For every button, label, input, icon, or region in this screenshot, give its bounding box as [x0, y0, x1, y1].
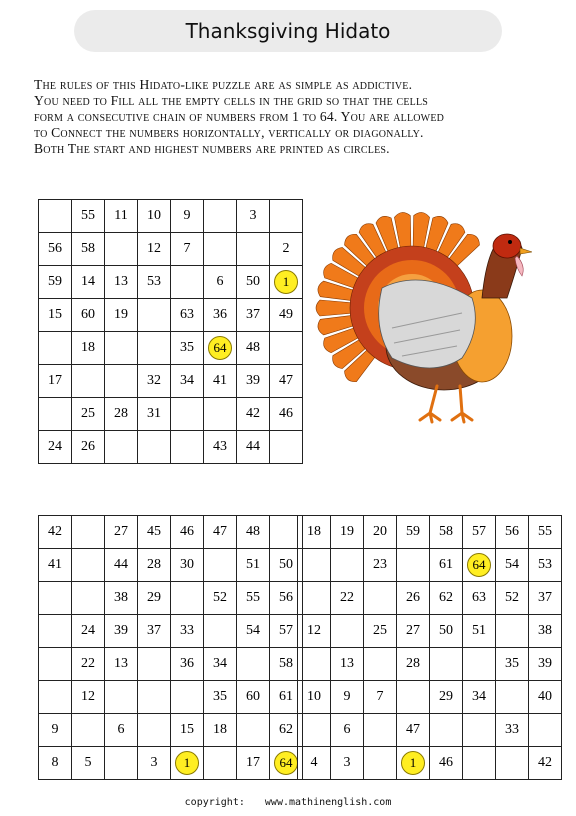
grid-row: [39, 681, 303, 714]
grid-cell: 11: [105, 200, 138, 233]
grid-cell-empty[interactable]: [364, 714, 397, 747]
grid-cell: 25: [72, 398, 105, 431]
grid-cell: 22: [72, 648, 105, 681]
grid-cell: 17: [39, 365, 72, 398]
grid-cell: 28: [138, 549, 171, 582]
grid-cell: 33: [171, 615, 204, 648]
rules-line: The rules of this Hidato-like puzzle are as simple as addictive.: [34, 77, 413, 92]
grid-cell: 55: [237, 582, 270, 615]
grid-cell: 37: [138, 615, 171, 648]
grid-cell: 8: [39, 747, 72, 780]
grid-cell-empty[interactable]: [72, 365, 105, 398]
grid-cell-empty[interactable]: [72, 582, 105, 615]
grid-cell: 34: [171, 365, 204, 398]
grid-cell: 29: [430, 681, 463, 714]
grid-cell: 45: [138, 516, 171, 549]
grid-row: [39, 648, 303, 681]
grid-cell: 61: [270, 681, 303, 714]
grid-cell: 57: [463, 516, 496, 549]
grid-cell: 37: [529, 582, 562, 615]
grid-cell-circled: [171, 747, 204, 780]
grid-cell: 10: [298, 681, 331, 714]
grid-cell: 58: [430, 516, 463, 549]
grid-cell: 12: [298, 615, 331, 648]
grid-cell: 20: [364, 516, 397, 549]
grid-cell-empty[interactable]: [39, 398, 72, 431]
grid-cell: 46: [171, 516, 204, 549]
grid-cell: 17: [237, 747, 270, 780]
grid-cell: 32: [138, 365, 171, 398]
grid-cell-empty[interactable]: [39, 615, 72, 648]
grid-cell-empty[interactable]: [529, 714, 562, 747]
grid-row: [39, 582, 303, 615]
grid-cell-circled: [397, 747, 430, 780]
grid-cell-empty[interactable]: [270, 332, 303, 365]
grid-row: [39, 431, 303, 464]
grid-cell-empty[interactable]: [72, 516, 105, 549]
grid-cell-empty[interactable]: [171, 681, 204, 714]
grid-row: [39, 299, 303, 332]
grid-cell: 9: [171, 200, 204, 233]
grid-cell: 42: [237, 398, 270, 431]
grid-cell-empty[interactable]: [364, 747, 397, 780]
grid-cell: 39: [105, 615, 138, 648]
grid-cell-empty[interactable]: [496, 681, 529, 714]
grid-cell: 54: [496, 549, 529, 582]
grid-cell: 56: [270, 582, 303, 615]
grid-cell-empty[interactable]: [72, 714, 105, 747]
grid-cell: 10: [138, 200, 171, 233]
grid-cell-empty[interactable]: [138, 681, 171, 714]
grid-cell-empty[interactable]: [171, 431, 204, 464]
grid-cell-circled: [204, 332, 237, 365]
grid-cell: 48: [237, 332, 270, 365]
rules-line: to Connect the numbers horizontally, vertically or diagonally.: [34, 125, 424, 140]
grid-cell-empty[interactable]: [331, 549, 364, 582]
grid-cell-empty[interactable]: [270, 200, 303, 233]
grid-cell-empty[interactable]: [105, 681, 138, 714]
grid-cell: 47: [270, 365, 303, 398]
grid-cell: 42: [529, 747, 562, 780]
grid-cell: 6: [331, 714, 364, 747]
grid-cell: 62: [430, 582, 463, 615]
grid-cell: 62: [270, 714, 303, 747]
grid-cell: 60: [237, 681, 270, 714]
grid-cell: 24: [72, 615, 105, 648]
grid-cell: 13: [105, 648, 138, 681]
grid-row: [39, 714, 303, 747]
grid-cell: 38: [529, 615, 562, 648]
grid-cell: 55: [72, 200, 105, 233]
circle-number: 64: [208, 336, 232, 360]
grid-cell: 35: [204, 681, 237, 714]
rules-text: [34, 77, 554, 157]
grid-cell: 9: [39, 714, 72, 747]
grid-cell: 27: [105, 516, 138, 549]
rules-line: form a consecutive chain of numbers from 1 to 64. You are allowed: [34, 109, 445, 124]
grid-cell-empty[interactable]: [397, 681, 430, 714]
grid-cell: 47: [204, 516, 237, 549]
circle-number: 64: [274, 751, 298, 775]
grid-cell-circled: [463, 549, 496, 582]
grid-cell: 34: [204, 648, 237, 681]
grid-row: [39, 200, 303, 233]
grid-cell: 41: [204, 365, 237, 398]
grid-cell-empty[interactable]: [496, 615, 529, 648]
grid-cell-empty[interactable]: [138, 431, 171, 464]
grid-cell: 56: [39, 233, 72, 266]
grid-cell: 59: [39, 266, 72, 299]
grid-cell: 43: [204, 431, 237, 464]
grid-cell: 19: [105, 299, 138, 332]
circle-number: 64: [467, 553, 491, 577]
grid-cell: 18: [298, 516, 331, 549]
grid-cell: 12: [72, 681, 105, 714]
copyright-label: copyright:: [184, 797, 245, 808]
grid-cell-empty[interactable]: [463, 714, 496, 747]
grid-cell: 57: [270, 615, 303, 648]
grid-cell: 59: [397, 516, 430, 549]
grid-cell: 50: [237, 266, 270, 299]
puzzle-grid-1: [38, 199, 303, 464]
grid-cell: 6: [105, 714, 138, 747]
grid-cell: 18: [72, 332, 105, 365]
grid-cell: 39: [529, 648, 562, 681]
grid-cell: 13: [331, 648, 364, 681]
grid-cell-empty[interactable]: [105, 332, 138, 365]
site-link[interactable]: www.mathinenglish.com: [264, 797, 392, 808]
grid-cell-empty[interactable]: [39, 582, 72, 615]
grid-row: [39, 365, 303, 398]
grid-row: [39, 233, 303, 266]
grid-cell-circled: [270, 266, 303, 299]
grid-cell: 30: [171, 549, 204, 582]
puzzle-grid-3: [297, 515, 562, 780]
grid-cell-empty[interactable]: [298, 582, 331, 615]
grid-cell-empty[interactable]: [204, 233, 237, 266]
grid-row: [39, 516, 303, 549]
grid-cell: 19: [331, 516, 364, 549]
grid-cell: 28: [397, 648, 430, 681]
grid-cell: 33: [496, 714, 529, 747]
grid-cell-empty[interactable]: [397, 549, 430, 582]
grid-cell: 15: [171, 714, 204, 747]
grid-cell-empty[interactable]: [463, 747, 496, 780]
grid-cell: 2: [270, 233, 303, 266]
grid-cell: 46: [430, 747, 463, 780]
grid-cell-empty[interactable]: [298, 549, 331, 582]
grid-cell: 38: [105, 582, 138, 615]
grid-cell: 46: [270, 398, 303, 431]
grid-row: [39, 266, 303, 299]
grid-cell: 50: [270, 549, 303, 582]
grid-cell: 55: [529, 516, 562, 549]
grid-row: [39, 549, 303, 582]
circle-number: 1: [175, 751, 199, 775]
grid-cell-empty[interactable]: [270, 431, 303, 464]
grid-cell-empty[interactable]: [105, 233, 138, 266]
grid-cell-empty[interactable]: [298, 648, 331, 681]
grid-cell-empty[interactable]: [39, 200, 72, 233]
grid-cell: 63: [463, 582, 496, 615]
grid-cell: 61: [430, 549, 463, 582]
grid-cell-empty[interactable]: [138, 714, 171, 747]
grid-cell: 12: [138, 233, 171, 266]
grid-cell-empty[interactable]: [138, 332, 171, 365]
grid-cell: 27: [397, 615, 430, 648]
grid-cell: 60: [72, 299, 105, 332]
grid-cell-empty[interactable]: [298, 714, 331, 747]
grid-row: [298, 582, 562, 615]
grid-cell: 13: [105, 266, 138, 299]
grid-cell-empty[interactable]: [237, 648, 270, 681]
grid-row: [39, 615, 303, 648]
grid-cell-empty[interactable]: [331, 615, 364, 648]
grid-row: [298, 681, 562, 714]
grid-cell: 26: [72, 431, 105, 464]
grid-cell: 3: [138, 747, 171, 780]
turkey-illustration: [312, 208, 532, 428]
grid-cell: 52: [204, 582, 237, 615]
puzzle-grid-2: [38, 515, 303, 780]
grid-cell: 48: [237, 516, 270, 549]
grid-cell: 51: [463, 615, 496, 648]
grid-cell: 4: [298, 747, 331, 780]
grid-row: [298, 516, 562, 549]
grid-cell-empty[interactable]: [39, 681, 72, 714]
grid-cell-empty[interactable]: [204, 398, 237, 431]
grid-cell: 5: [72, 747, 105, 780]
grid-cell: 24: [39, 431, 72, 464]
grid-cell: 50: [430, 615, 463, 648]
grid-cell-empty[interactable]: [237, 233, 270, 266]
grid-row: [39, 332, 303, 365]
grid-cell-empty[interactable]: [496, 747, 529, 780]
grid-cell: 29: [138, 582, 171, 615]
grid-cell-empty[interactable]: [105, 747, 138, 780]
grid-cell: 51: [237, 549, 270, 582]
grid-cell: 9: [331, 681, 364, 714]
grid-cell: 58: [72, 233, 105, 266]
grid-cell-empty[interactable]: [204, 615, 237, 648]
grid-cell-empty[interactable]: [105, 431, 138, 464]
grid-cell-empty[interactable]: [171, 266, 204, 299]
grid-cell: 56: [496, 516, 529, 549]
grid-cell: 39: [237, 365, 270, 398]
grid-cell: 41: [39, 549, 72, 582]
grid-row: [298, 747, 562, 780]
grid-cell: 3: [237, 200, 270, 233]
circle-number: 1: [401, 751, 425, 775]
grid-cell-empty[interactable]: [430, 714, 463, 747]
grid-cell: 26: [397, 582, 430, 615]
rules-line: Both The start and highest numbers are printed as circles.: [34, 141, 390, 156]
grid-cell: 40: [529, 681, 562, 714]
grid-cell: 53: [529, 549, 562, 582]
grid-cell: 52: [496, 582, 529, 615]
grid-cell-empty[interactable]: [72, 549, 105, 582]
grid-cell-empty[interactable]: [39, 648, 72, 681]
grid-row: [298, 714, 562, 747]
grid-cell: 25: [364, 615, 397, 648]
grid-cell: 54: [237, 615, 270, 648]
grid-cell: 37: [237, 299, 270, 332]
grid-cell: 58: [270, 648, 303, 681]
grid-cell: 49: [270, 299, 303, 332]
grid-cell: 35: [496, 648, 529, 681]
grid-row: [298, 549, 562, 582]
grid-cell: 18: [204, 714, 237, 747]
grid-cell-empty[interactable]: [364, 582, 397, 615]
grid-cell: 53: [138, 266, 171, 299]
grid-cell-empty[interactable]: [204, 747, 237, 780]
grid-cell: 47: [397, 714, 430, 747]
grid-cell-empty[interactable]: [171, 398, 204, 431]
grid-cell: 7: [364, 681, 397, 714]
grid-cell-empty[interactable]: [204, 200, 237, 233]
grid-cell: 42: [39, 516, 72, 549]
grid-cell-empty[interactable]: [237, 714, 270, 747]
grid-cell-empty[interactable]: [463, 648, 496, 681]
grid-cell-empty[interactable]: [171, 582, 204, 615]
grid-cell: 3: [331, 747, 364, 780]
title-bar: [74, 10, 502, 52]
rules-line: You need to Fill all the empty cells in the grid so that the cells: [34, 93, 429, 108]
grid-cell: 31: [138, 398, 171, 431]
grid-cell: 36: [204, 299, 237, 332]
grid-row: [39, 398, 303, 431]
grid-cell: 44: [105, 549, 138, 582]
grid-cell: 6: [204, 266, 237, 299]
grid-cell-empty[interactable]: [39, 332, 72, 365]
grid-row: [298, 615, 562, 648]
grid-cell: 28: [105, 398, 138, 431]
grid-cell-empty[interactable]: [430, 648, 463, 681]
grid-cell: 23: [364, 549, 397, 582]
grid-cell-empty[interactable]: [204, 549, 237, 582]
grid-row: [298, 648, 562, 681]
grid-cell-empty[interactable]: [138, 299, 171, 332]
grid-cell: 15: [39, 299, 72, 332]
page-title: Thanksgiving Hidato: [185, 19, 391, 43]
footer: [0, 797, 576, 808]
grid-cell-empty[interactable]: [364, 648, 397, 681]
grid-cell: 34: [463, 681, 496, 714]
grid-cell: 63: [171, 299, 204, 332]
grid-cell: 14: [72, 266, 105, 299]
grid-cell: 7: [171, 233, 204, 266]
grid-cell: 35: [171, 332, 204, 365]
grid-cell: 22: [331, 582, 364, 615]
grid-cell: 36: [171, 648, 204, 681]
grid-cell: 44: [237, 431, 270, 464]
grid-cell-empty[interactable]: [105, 365, 138, 398]
grid-row: [39, 747, 303, 780]
grid-cell-empty[interactable]: [138, 648, 171, 681]
circle-number: 1: [274, 270, 298, 294]
